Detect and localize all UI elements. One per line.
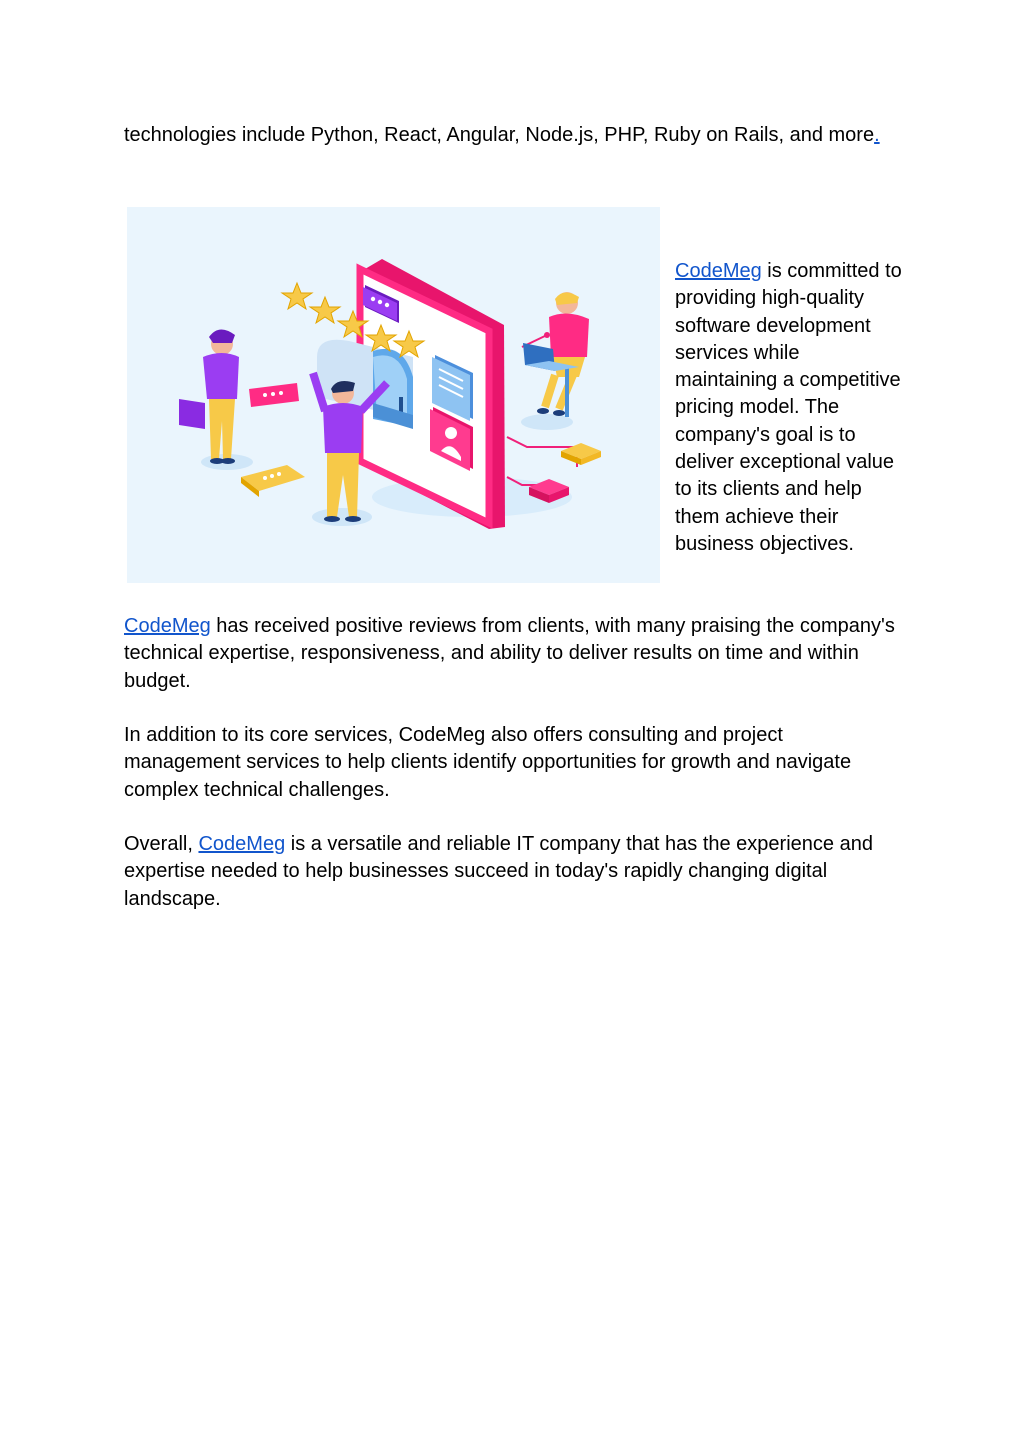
codemeg-link-side[interactable]: CodeMeg xyxy=(675,260,762,282)
team-app-illustration xyxy=(127,207,660,583)
codemeg-link-reviews[interactable]: CodeMeg xyxy=(124,615,211,637)
intro-text: technologies include Python, React, Angular, Node.js, PHP, Ruby on Rails, and more xyxy=(124,124,875,146)
overall-prefix: Overall, xyxy=(124,833,199,855)
intro-paragraph xyxy=(124,122,904,149)
intro-trailing-link[interactable]: . xyxy=(874,124,880,146)
reviews-paragraph-text: has received positive reviews from clients, with many praising the company's technical expertise, responsiveness, and ability to deliver results on time and within budget. xyxy=(124,615,895,692)
codemeg-link-overall[interactable]: CodeMeg xyxy=(198,833,286,855)
overall-paragraph-text: is a versatile and reliable IT company that has the experience and expertise needed to help businesses succeed in today's rapidly changing digital landscape. xyxy=(124,833,873,910)
consulting-paragraph xyxy=(124,722,904,804)
overall-paragraph xyxy=(124,831,904,913)
consulting-paragraph-text: In addition to its core services, CodeMeg also offers consulting and project management services to help clients identify opportunities for growth and navigate complex technical challenges. xyxy=(124,724,852,801)
side-paragraph-text: is committed to providing high-quality software development services while maintaining a competitive pricing model. The company's goal is to deliver exceptional value to its clients and help them achieve their business objectives. xyxy=(675,260,902,555)
reviews-paragraph xyxy=(124,613,904,695)
side-paragraph xyxy=(675,258,905,558)
